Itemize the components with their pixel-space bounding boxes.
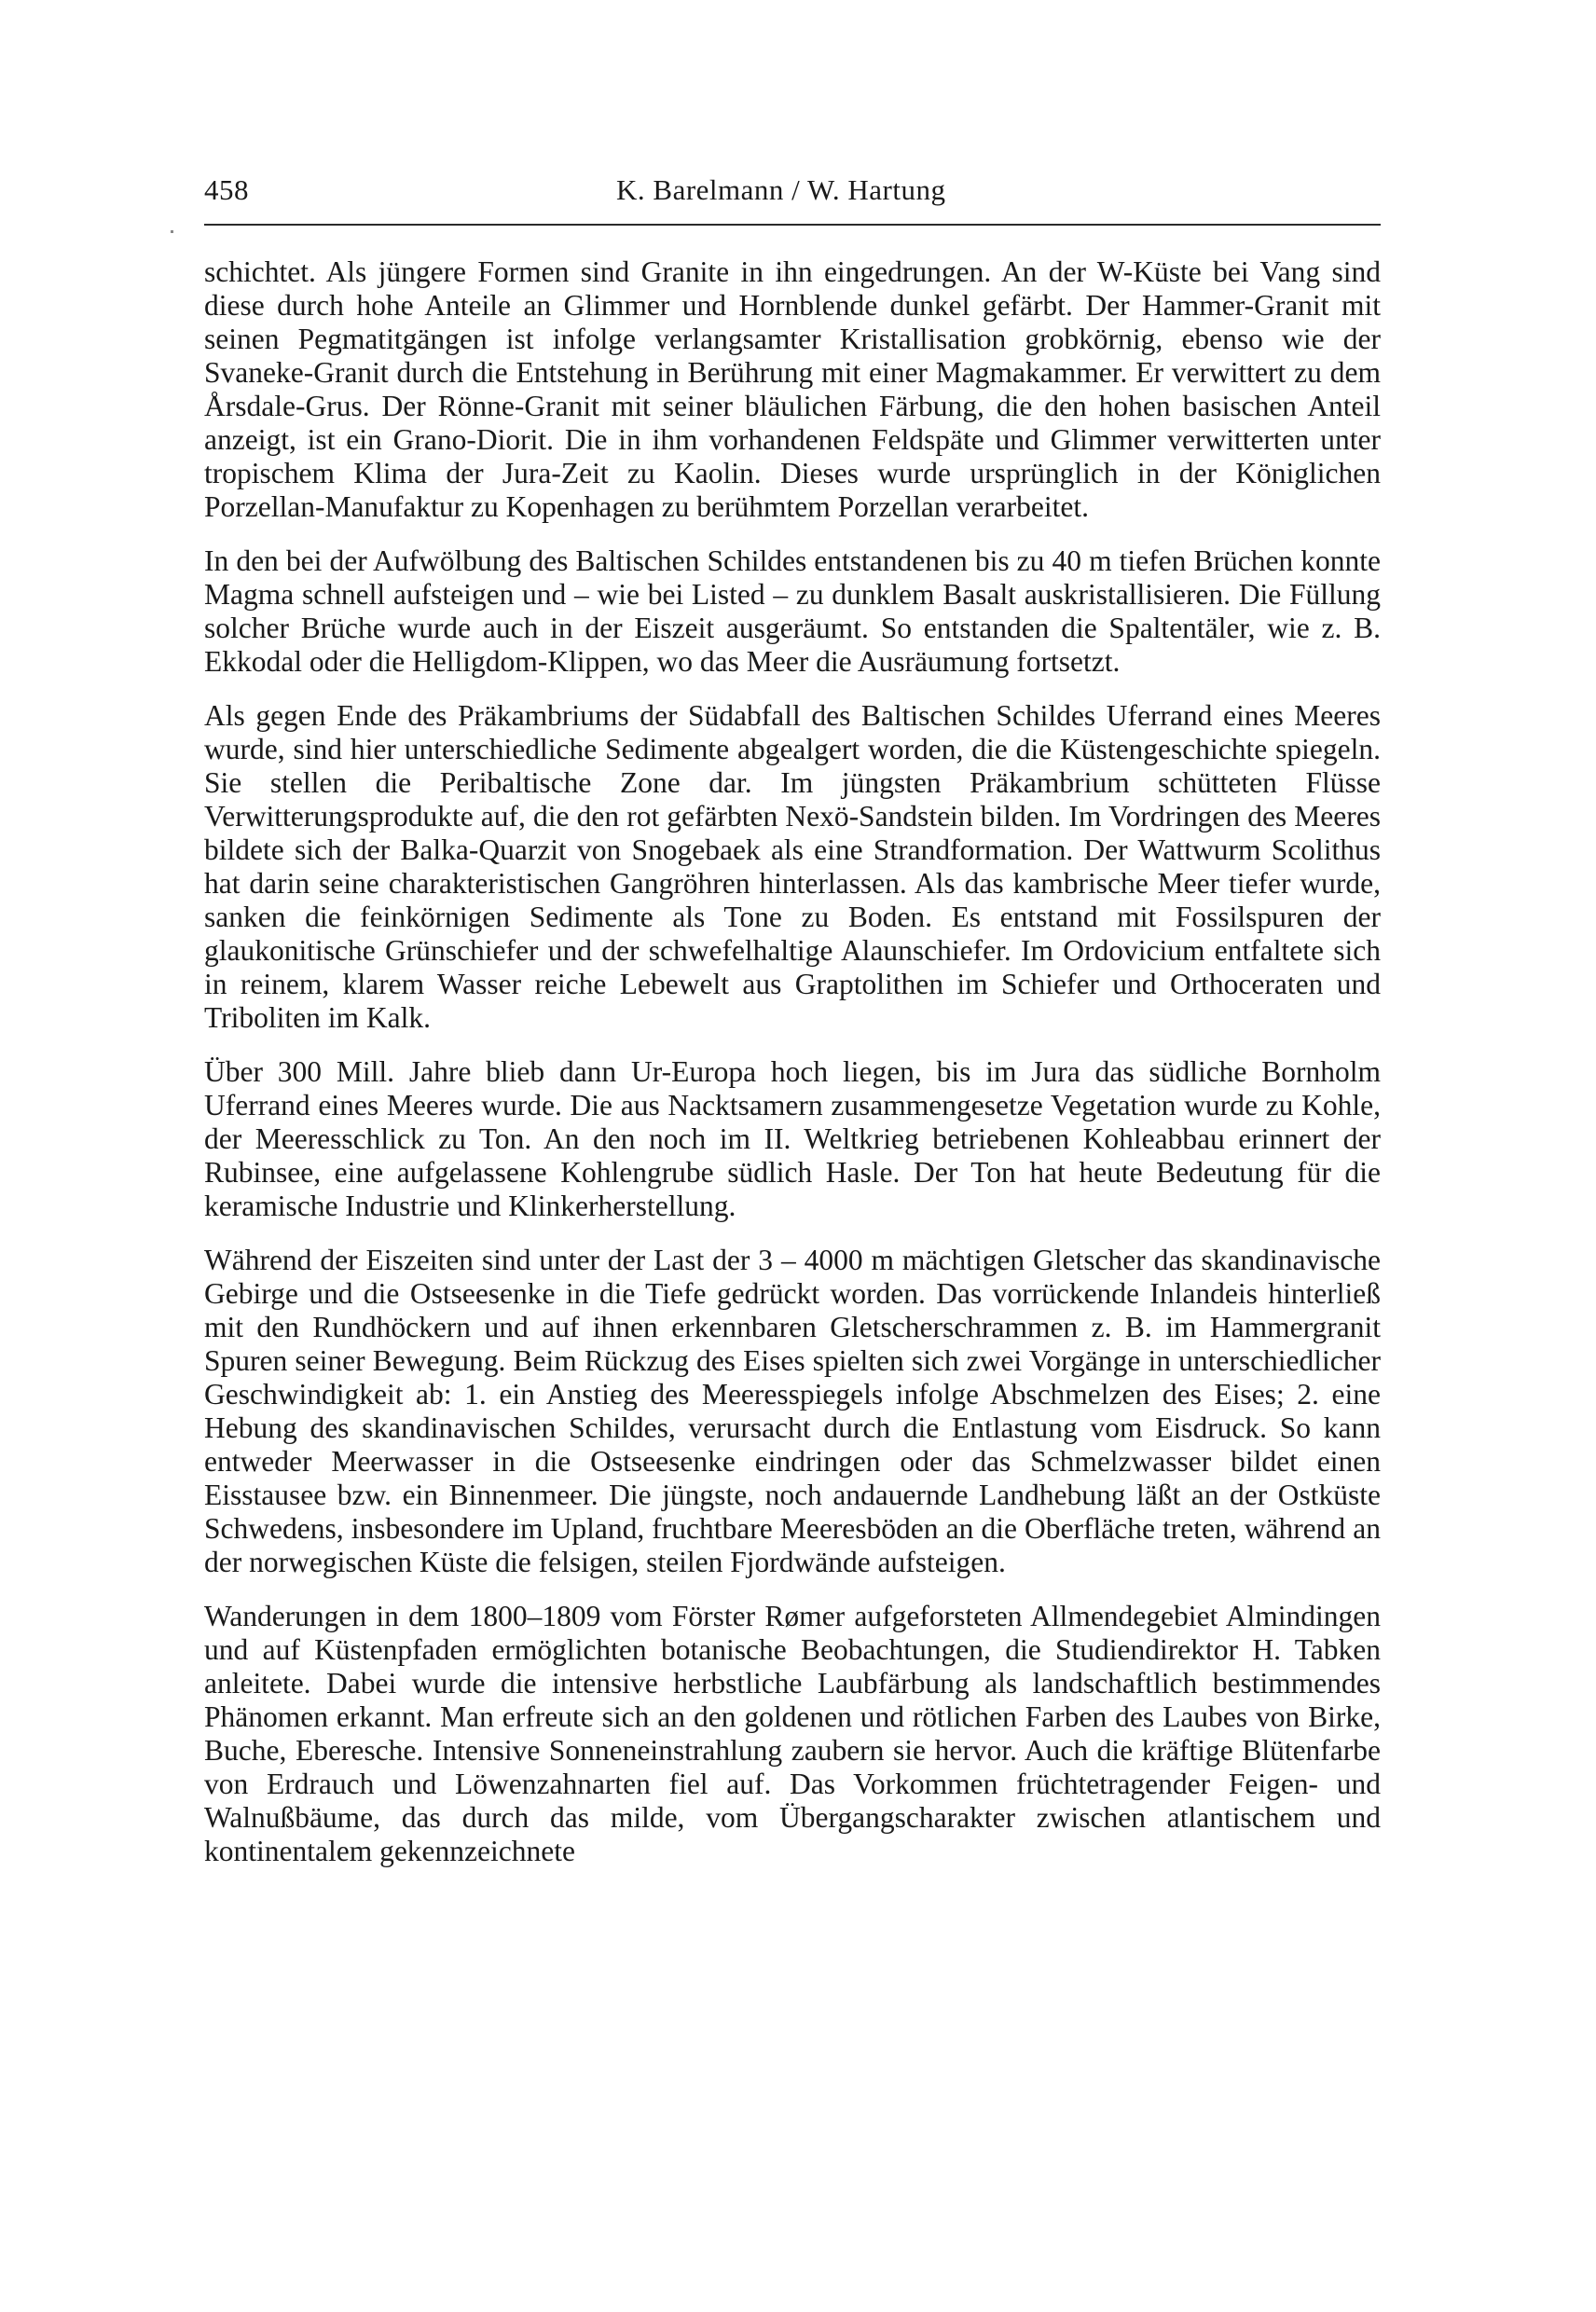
paragraph-basalt: In den bei der Aufwölbung des Baltischen Schildes entstandenen bis zu 40 m tiefen Brüchen konnte Magma schnell aufsteigen und – wie bei Listed – zu dunklem Basalt auskristallisieren. Die Füllung solcher Brüche wurde auch in der Eiszeit ausgeräumt. So entstanden die Spaltentäler, wie z. B. Ekkodal oder die Helligdom-Klippen, wo das Meer die Ausräumung fortsetzt. — [204, 544, 1381, 678]
body-text — [204, 255, 1381, 1889]
margin-mark — [171, 230, 173, 233]
header-rule — [204, 224, 1381, 226]
paragraph-botany: Wanderungen in dem 1800–1809 vom Förster Rømer aufgeforsteten Allmendegebiet Almindingen und auf Küstenpfaden ermöglichten botanische Beobachtungen, die Studiendirektor H. Tabken anleitete. Dabei wurde die intensive herbstliche Laubfärbung als landschaftlich bestimmendes Phänomen erkannt. Man erfreute sich an den goldenen und rötlichen Farben des Laubes von Birke, Buche, Eberesche. Intensive Sonneneinstrahlung zaubern sie hervor. Auch die kräftige Blütenfarbe von Erdrauch und Löwenzahnarten fiel auf. Das Vorkommen früchtetragender Feigen- und Walnußbäume, das durch das milde, vom Übergangscharakter zwischen atlantischem und kontinentalem gekennzeichnete — [204, 1600, 1381, 1867]
paragraph-ice-age: Während der Eiszeiten sind unter der Last der 3 – 4000 m mächtigen Gletscher das skandinavische Gebirge und die Ostseesenke in die Tiefe gedrückt worden. Das vorrückende Inlandeis hinterließ mit den Rundhöckern und auf ihnen erkennbaren Gletscherschrammen z. B. im Hammergranit Spuren seiner Bewegung. Beim Rückzug des Eises spielten sich zwei Vorgänge in unterschiedlicher Geschwindigkeit ab: 1. ein Anstieg des Meeresspiegels infolge Abschmelzen des Eises; 2. eine Hebung des skandinavischen Schildes, verursacht durch die Entlastung vom Eisdruck. So kann entweder Meerwasser in die Ostseesenke eindringen oder das Schmelzwasser bildet einen Eisstausee bzw. ein Binnenmeer. Die jüngste, noch andauernde Landhebung läßt an der Ostküste Schwedens, insbesondere im Upland, fruchtbare Meeresböden an die Oberfläche treten, während an der norwegischen Küste die felsigen, steilen Fjordwände aufsteigen. — [204, 1244, 1381, 1578]
paragraph-jura: Über 300 Mill. Jahre blieb dann Ur-Europa hoch liegen, bis im Jura das südliche Bornholm Uferrand eines Meeres wurde. Die aus Nacktsamern zusammengesetze Vegetation wurde zu Kohle, der Meeresschlick zu Ton. An den noch im II. Weltkrieg betriebenen Kohleabbau erinnert der Rubinsee, eine aufgelassene Kohlengrube südlich Hasle. Der Ton hat heute Bedeutung für die keramische Industrie und Klinkerherstellung. — [204, 1055, 1381, 1222]
page-number: 458 — [204, 173, 249, 206]
paragraph-sediments: Als gegen Ende des Präkambriums der Südabfall des Baltischen Schildes Uferrand eines Meeres wurde, sind hier unterschiedliche Sedimente abgealgert worden, die die Küstengeschichte spiegeln. Sie stellen die Peribaltische Zone dar. Im jüngsten Präkambrium schütteten Flüsse Verwitterungsprodukte auf, die den rot gefärbten Nexö-Sandstein bilden. Im Vordringen des Meeres bildete sich der Balka-Quarzit von Snogebaek als eine Strandformation. Der Wattwurm Scolithus hat darin seine charakteristischen Gangröhren hinterlassen. Als das kambrische Meer tiefer wurde, sanken die feinkörnigen Sedimente als Tone zu Boden. Es entstand mit Fossilspuren der glaukonitische Grünschiefer und der schwefelhaltige Alaunschiefer. Im Ordovicium entfaltete sich in reinem, klarem Wasser reiche Lebewelt aus Graptolithen im Schiefer und Orthoceraten und Triboliten im Kalk. — [204, 699, 1381, 1034]
paragraph-granite: schichtet. Als jüngere Formen sind Granite in ihn eingedrungen. An der W-Küste bei Vang sind diese durch hohe Anteile an Glimmer und Hornblende dunkel gefärbt. Der Hammer-Granit mit seinen Pegmatitgängen ist infolge verlangsamter Kristallisation grobkörnig, ebenso wie der Svaneke-Granit durch die Entstehung in Berührung mit einer Magmakammer. Er verwittert zu dem Årsdale-Grus. Der Rönne-Granit mit seiner bläulichen Färbung, die den hohen basischen Anteil anzeigt, ist ein Grano-Diorit. Die in ihm vorhandenen Feldspäte und Glimmer verwitterten unter tropischem Klima der Jura-Zeit zu Kaolin. Dieses wurde ursprünglich in der Königlichen Porzellan-Manufaktur zu Kopenhagen zu berühmtem Porzellan verarbeitet. — [204, 255, 1381, 523]
running-head-authors: K. Barelmann / W. Hartung — [616, 173, 946, 206]
page-header — [204, 173, 1381, 222]
